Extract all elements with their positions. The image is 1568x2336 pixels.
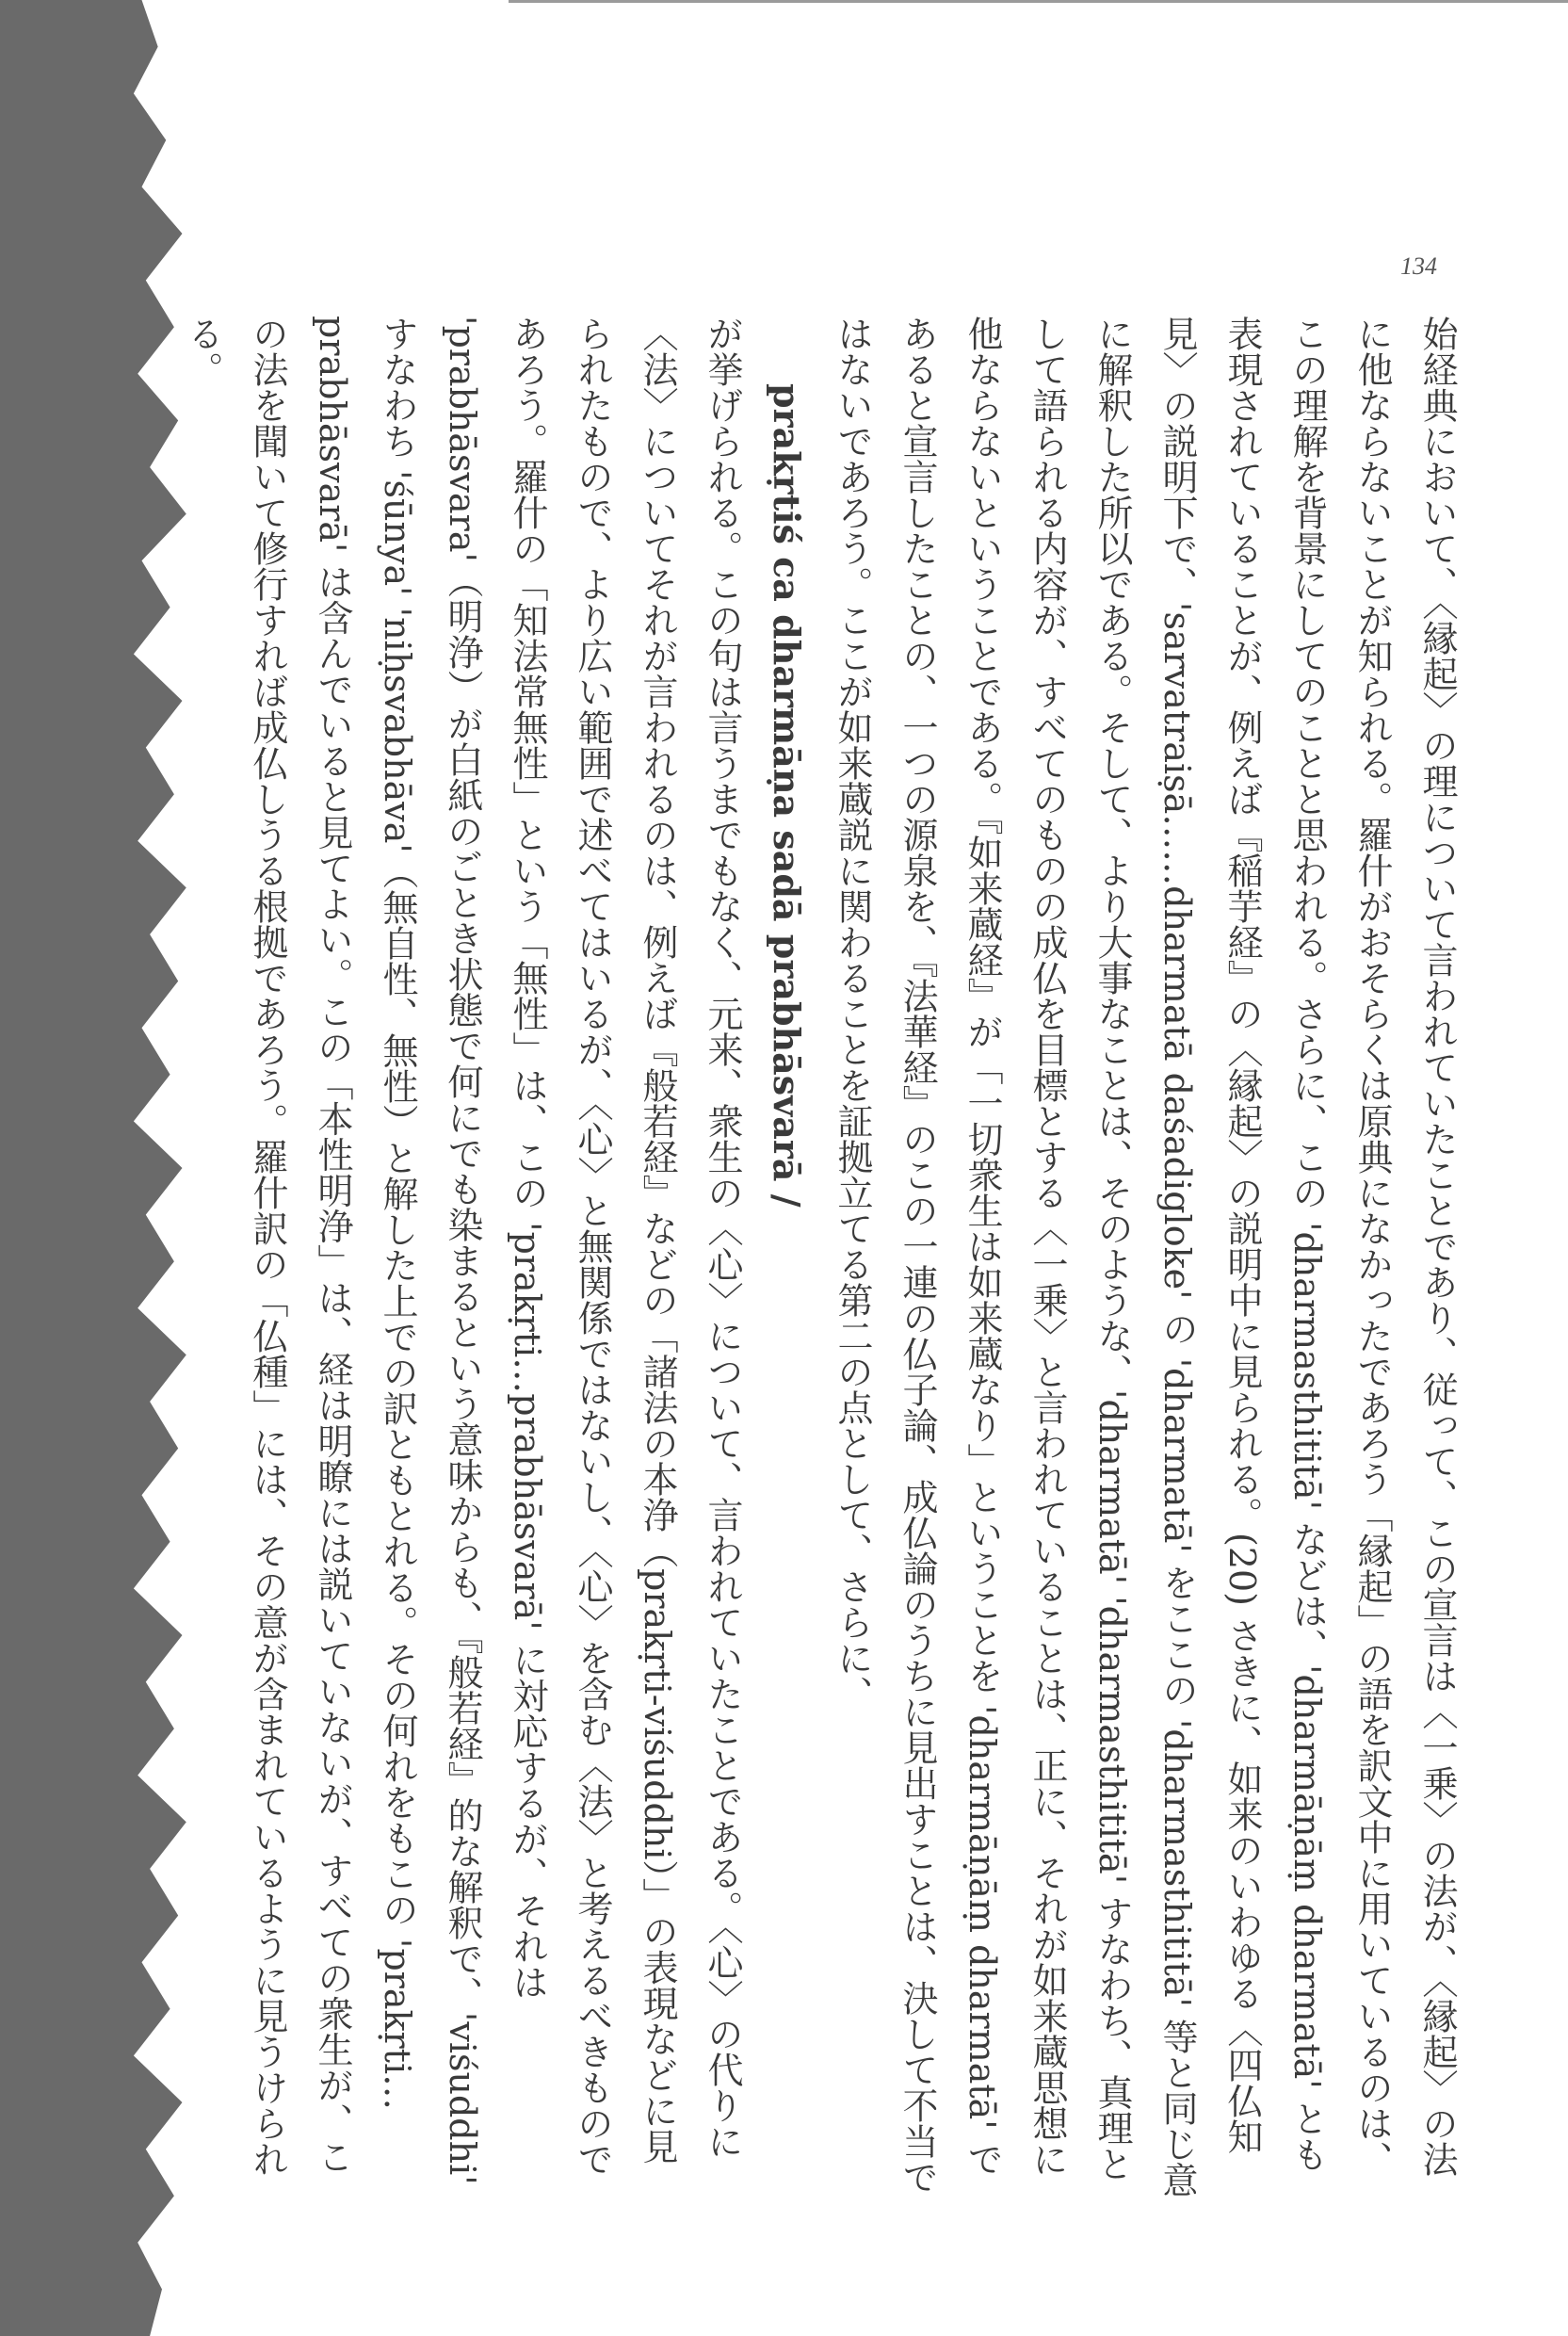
page-top-edge — [509, 0, 1568, 3]
body-text — [182, 316, 1469, 2199]
page-number: 134 — [1400, 252, 1437, 280]
paragraph-main: 始経典において、〈縁起〉の理について言われていたことであり、従って、この宣言は〈一乗〉の法が、〈縁起〉の法に他ならないことが知られる。羅什がおそらくは原典になかったであろう「縁起」の語を訳文中に用いているのは、この理解を背景にしてのことと思われる。さらに、この 'dharmasthititā' などは、'dharmāṇāṃ dharmatā' とも表現されていることが、例えば『稲芋経』の〈縁起〉の説明中に見られる。(20) さきに、如来のいわゆる〈四仏知見〉の説明下で、'sarvatraiṣā……dharmatā daśadigloke' の 'dharmatā' をここの 'dharmasthititā' 等と同じ意に解釈した所以である。そして、より大事なことは、そのような、'dharmatā' 'dharmasthititā' すなわち、真理として語られる内容が、すべてのものの成仏を目標とする〈一乗〉と言われていることは、正に、それが如来蔵思想に他ならないということである。『如来蔵経』が「一切衆生は如来蔵なり」ということを 'dharmāṇāṃ dharmatā' であると宣言したことの、一つの源泉を、『法華経』のこの一連の仏子論、成仏論のうちに見出すことは、決して不当ではないであろう。ここが如来蔵説に関わることを証拠立てる第二の点として、さらに、 — [832, 316, 1458, 2198]
paragraph-after-quote: が挙げられる。この句は言うまでもなく、元来、衆生の〈心〉について、言われていたことである。〈心〉の代りに〈法〉についてそれが言われるのは、例えば『般若経』などの「諸法の本浄（prakṛti-viśuddhi）」の表現などに見られたもので、より広い範囲で述べてはいるが、〈心〉と無関係ではないし、〈心〉を含む〈法〉と考えるべきものであろう。羅什の「知法常無性」という「無性」は、この 'prakṛti…prabhāsvarā' に対応するが、それは 'prabhāsvara'（明浄）が白紙のごとき状態で何にでも染まるという意味からも、『般若経』的な解釈で、'viśuddhi' すなわち 'śūnya' 'niḥsvabhāva'（無自性、無性）と解した上での訳ともとれる。その何れをもこの 'prakṛti…prabhāsvarā' は含んでいると見てよい。この「本性明浄」は、経は明瞭には説いていないが、すべての衆生が、この法を聞いて修行すれば成仏しうる根拠であろう。羅什訳の「仏種」には、その意が含まれているように見うけられる。 — [182, 316, 743, 2185]
sanskrit-quote: prakṛtiś ca dharmāṇa sadā prabhāsvarā / — [766, 383, 808, 1208]
